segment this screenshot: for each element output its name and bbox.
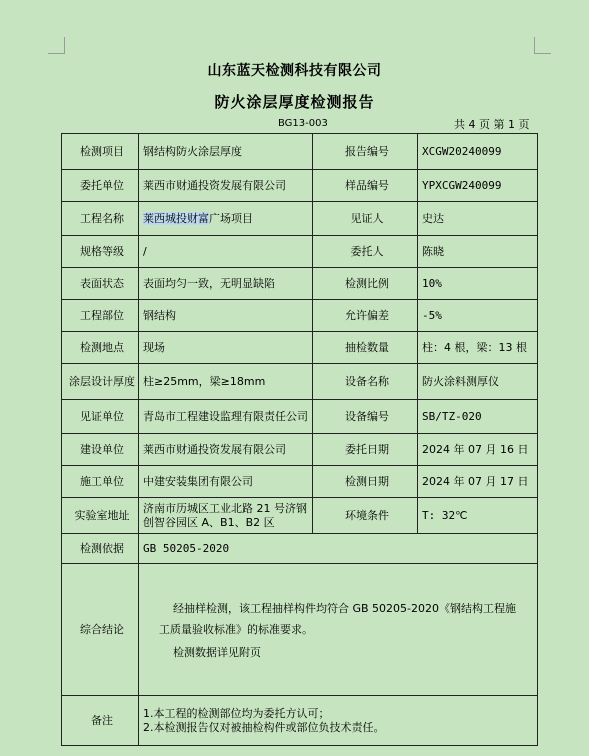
value-sample-quantity[interactable]: 柱：4 根，梁：13 根 (418, 332, 538, 364)
table-row (62, 170, 538, 202)
table-row (62, 534, 538, 564)
report-table (61, 133, 538, 746)
label-equipment-name: 设备名称 (313, 364, 418, 400)
value-design-thickness[interactable]: 柱≥25mm，梁≥18mm (139, 364, 313, 400)
conclusion-text: 经抽样检测，该工程抽样构件均符合 GB 50205-2020《钢结构工程施工质量验收标准》的标准要求。 (159, 602, 517, 636)
company-name: 山东蓝天检测科技有限公司 (207, 63, 382, 79)
value-inspection-site[interactable]: 现场 (139, 332, 313, 364)
table-row (62, 236, 538, 268)
table-row (62, 202, 538, 236)
value-entrusting-person[interactable]: 陈晓 (418, 236, 538, 268)
remark-note-1: 1.本工程的检测部位均为委托方认可； (143, 706, 330, 720)
value-witness-unit[interactable]: 青岛市工程建设监理有限责任公司 (139, 400, 313, 434)
label-lab-address: 实验室地址 (62, 498, 139, 534)
remark-note-2: 2.本检测报告仅对被抽检构件或部位负技术责任。 (143, 720, 385, 734)
label-inspection-item: 检测项目 (62, 134, 139, 170)
table-row (62, 332, 538, 364)
selected-text-highlight[interactable]: 莱西城投财富 (143, 211, 209, 225)
value-equipment-number[interactable]: SB/TZ-020 (418, 400, 538, 434)
table-row (62, 696, 538, 746)
table-row (62, 434, 538, 466)
value-witness[interactable]: 史达 (418, 202, 538, 236)
table-row (62, 300, 538, 332)
label-sample-number: 样品编号 (313, 170, 418, 202)
table-row (62, 134, 538, 170)
label-witness: 见证人 (313, 202, 418, 236)
table-row (62, 364, 538, 400)
label-inspection-site: 检测地点 (62, 332, 139, 364)
label-client: 委托单位 (62, 170, 139, 202)
label-inspection-basis: 检测依据 (62, 534, 139, 564)
project-name-rest[interactable]: 广场项目 (209, 211, 253, 225)
label-construction-owner: 建设单位 (62, 434, 139, 466)
label-spec-grade: 规格等级 (62, 236, 139, 268)
label-design-thickness: 涂层设计厚度 (62, 364, 139, 400)
value-inspection-ratio[interactable]: 10% (418, 268, 538, 300)
remarks-cell[interactable] (139, 696, 538, 746)
label-environment: 环境条件 (313, 498, 418, 534)
label-project-part: 工程部位 (62, 300, 139, 332)
value-project-name[interactable] (139, 202, 313, 236)
value-spec-grade[interactable]: / (139, 236, 313, 268)
value-equipment-name[interactable]: 防火涂料测厚仪 (418, 364, 538, 400)
page-corner-mark-right (534, 37, 551, 54)
report-form-code: BG13-003 (278, 118, 328, 129)
table-row (62, 466, 538, 498)
value-construction-owner[interactable]: 莱西市财通投资发展有限公司 (139, 434, 313, 466)
value-client[interactable]: 莱西市财通投资发展有限公司 (139, 170, 313, 202)
label-sample-quantity: 抽检数量 (313, 332, 418, 364)
value-environment[interactable]: T: 32℃ (418, 498, 538, 534)
value-entrust-date[interactable]: 2024 年 07 月 16 日 (418, 434, 538, 466)
value-surface-condition[interactable]: 表面均匀一致，无明显缺陷 (139, 268, 313, 300)
label-report-number: 报告编号 (313, 134, 418, 170)
page-corner-mark-left (48, 37, 65, 54)
label-remarks: 备注 (62, 696, 139, 746)
value-inspection-date[interactable]: 2024 年 07 月 17 日 (418, 466, 538, 498)
report-title: 防火涂层厚度检测报告 (214, 93, 375, 111)
label-contractor: 施工单位 (62, 466, 139, 498)
label-conclusion: 综合结论 (62, 564, 139, 696)
table-row (62, 400, 538, 434)
table-row (62, 564, 538, 696)
value-inspection-basis[interactable]: GB 50205-2020 (139, 534, 538, 564)
table-row (62, 498, 538, 534)
label-inspection-date: 检测日期 (313, 466, 418, 498)
label-witness-unit: 见证单位 (62, 400, 139, 434)
value-lab-address[interactable]: 济南市历城区工业北路 21 号济钢创智谷园区 A、B1、B2 区 (139, 498, 313, 534)
label-entrust-date: 委托日期 (313, 434, 418, 466)
table-row (62, 268, 538, 300)
label-inspection-ratio: 检测比例 (313, 268, 418, 300)
conclusion-cell[interactable] (139, 564, 538, 696)
label-allowed-deviation: 允许偏差 (313, 300, 418, 332)
label-equipment-number: 设备编号 (313, 400, 418, 434)
page-counter: 共 4 页 第 1 页 (454, 118, 530, 131)
conclusion-detail: 检测数据详见附页 (173, 646, 261, 659)
label-project-name: 工程名称 (62, 202, 139, 236)
value-report-number[interactable]: XCGW20240099 (418, 134, 538, 170)
value-allowed-deviation[interactable]: -5% (418, 300, 538, 332)
value-sample-number[interactable]: YPXCGW240099 (418, 170, 538, 202)
label-surface-condition: 表面状态 (62, 268, 139, 300)
label-entrusting-person: 委托人 (313, 236, 418, 268)
value-contractor[interactable]: 中建安装集团有限公司 (139, 466, 313, 498)
value-project-part[interactable]: 钢结构 (139, 300, 313, 332)
value-inspection-item[interactable]: 钢结构防火涂层厚度 (139, 134, 313, 170)
